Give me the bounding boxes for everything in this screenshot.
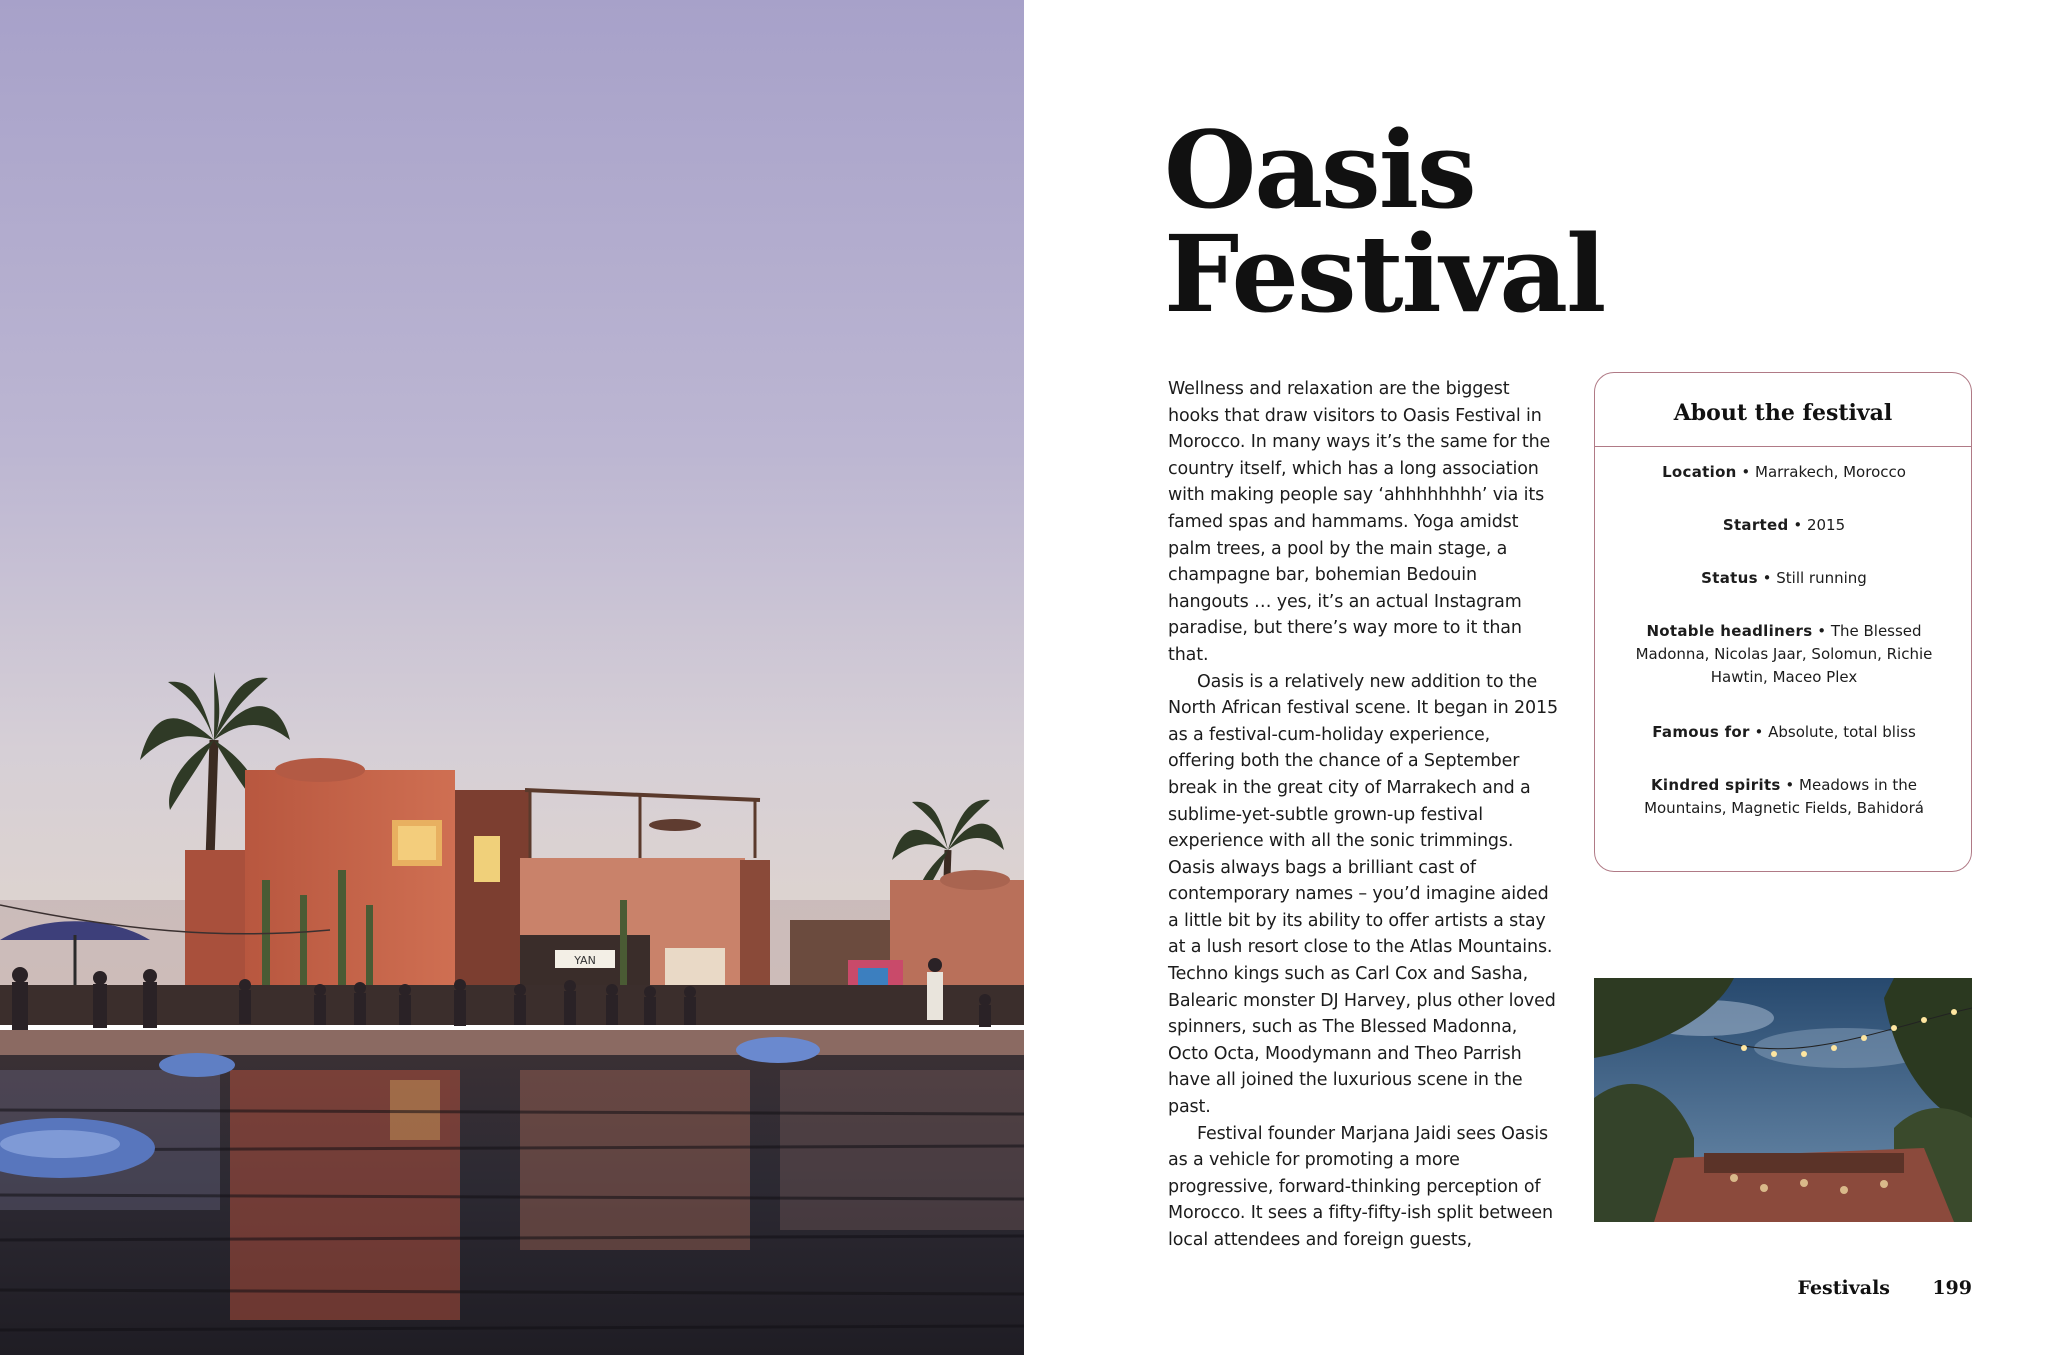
fact-label: Notable headliners [1646,622,1813,640]
body-paragraph-1: Wellness and relaxation are the biggest hooks that draw visitors to Oasis Festival in Morocco. In many ways it’s the same for the country itself, which has a long association with making people say ‘ahhhhhhhh’ via its famed spas and hammams. Yoga amidst palm trees, a pool by the main stage, a champagne bar, bohemian Bedouin hangouts … yes, it’s an actual Instagram paradise, but there’s way more to it than that. [1168,379,1551,665]
fact-label: Status [1701,569,1758,587]
pool-float [736,1037,820,1063]
fact-notable-headliners: Notable headliners • The Blessed Madonna, Nicolas Jaar, Solomun, Richie Hawtin, Maceo Plex [1635,622,1933,686]
fact-started: Started • 2015 [1722,516,1846,534]
fact-status: Status • Still running [1701,569,1867,587]
fact-value: The Blessed Madonna, Nicolas Jaar, Solomun, Richie Hawtin, Maceo Plex [1635,622,1933,686]
fact-location: Location • Marrakech, Morocco [1662,463,1906,481]
fact-label: Kindred spirits [1650,776,1781,794]
article-body [1168,376,1560,1254]
festival-stage-photo [1594,978,1972,1222]
fact-value: Meadows in the Mountains, Magnetic Fields, Bahidorá [1644,776,1924,817]
fact-kindred-spirits: Kindred spirits • Meadows in the Mountains, Magnetic Fields, Bahidorá [1644,776,1924,817]
title-line-1: Oasis [1164,107,1475,232]
fact-value: Still running [1776,569,1867,587]
about-festival-box [1594,372,1972,872]
fact-famous-for: Famous for • Absolute, total bliss [1652,723,1916,741]
fact-label: Famous for [1652,723,1750,741]
fact-value: 2015 [1806,516,1846,534]
footer-page-number: 199 [1932,1277,1972,1299]
article-title [1164,107,1724,336]
pool-float [159,1053,235,1077]
fact-label: Started [1722,516,1789,534]
body-paragraph-2: Oasis is a relatively new addition to the North African festival scene. It began in 2015 as a festival-cum-holiday experience, offering both the chance of a September break in the great city of Marrakech and a sublime-yet-subtle grown-up festival experience with all the sonic trimmings. Oasis always bags a brilliant cast of contemporary names – you’d imagine aided a little bit by its ability to offer artists a stay at a lush resort close to the Atlas Mountains. Techno kings such as Carl Cox and Sasha, Balearic monster DJ Harvey, plus other loved spinners, such as The Blessed Madonna, Octo Octa, Moodymann and Theo Parrish have all joined the luxurious scene in the past. [1168,671,1558,1118]
fact-value: Marrakech, Morocco [1755,463,1906,481]
fact-value: Absolute, total bliss [1768,723,1916,741]
body-paragraph-3: Festival founder Marjana Jaidi sees Oasis as a vehicle for promoting a more progressive, forward-thinking perception of Morocco. It sees a fifty-fifty-ish split between local attendees and foreign guests, [1168,1123,1553,1250]
title-line-2: Festival [1164,211,1605,336]
about-box-title: About the festival [1595,373,1971,447]
stage-scene-illustration [1594,978,1972,1222]
footer-section-name: Festivals [1797,1277,1890,1299]
fact-label: Location [1662,463,1737,481]
building-sign: YAN [574,954,596,967]
